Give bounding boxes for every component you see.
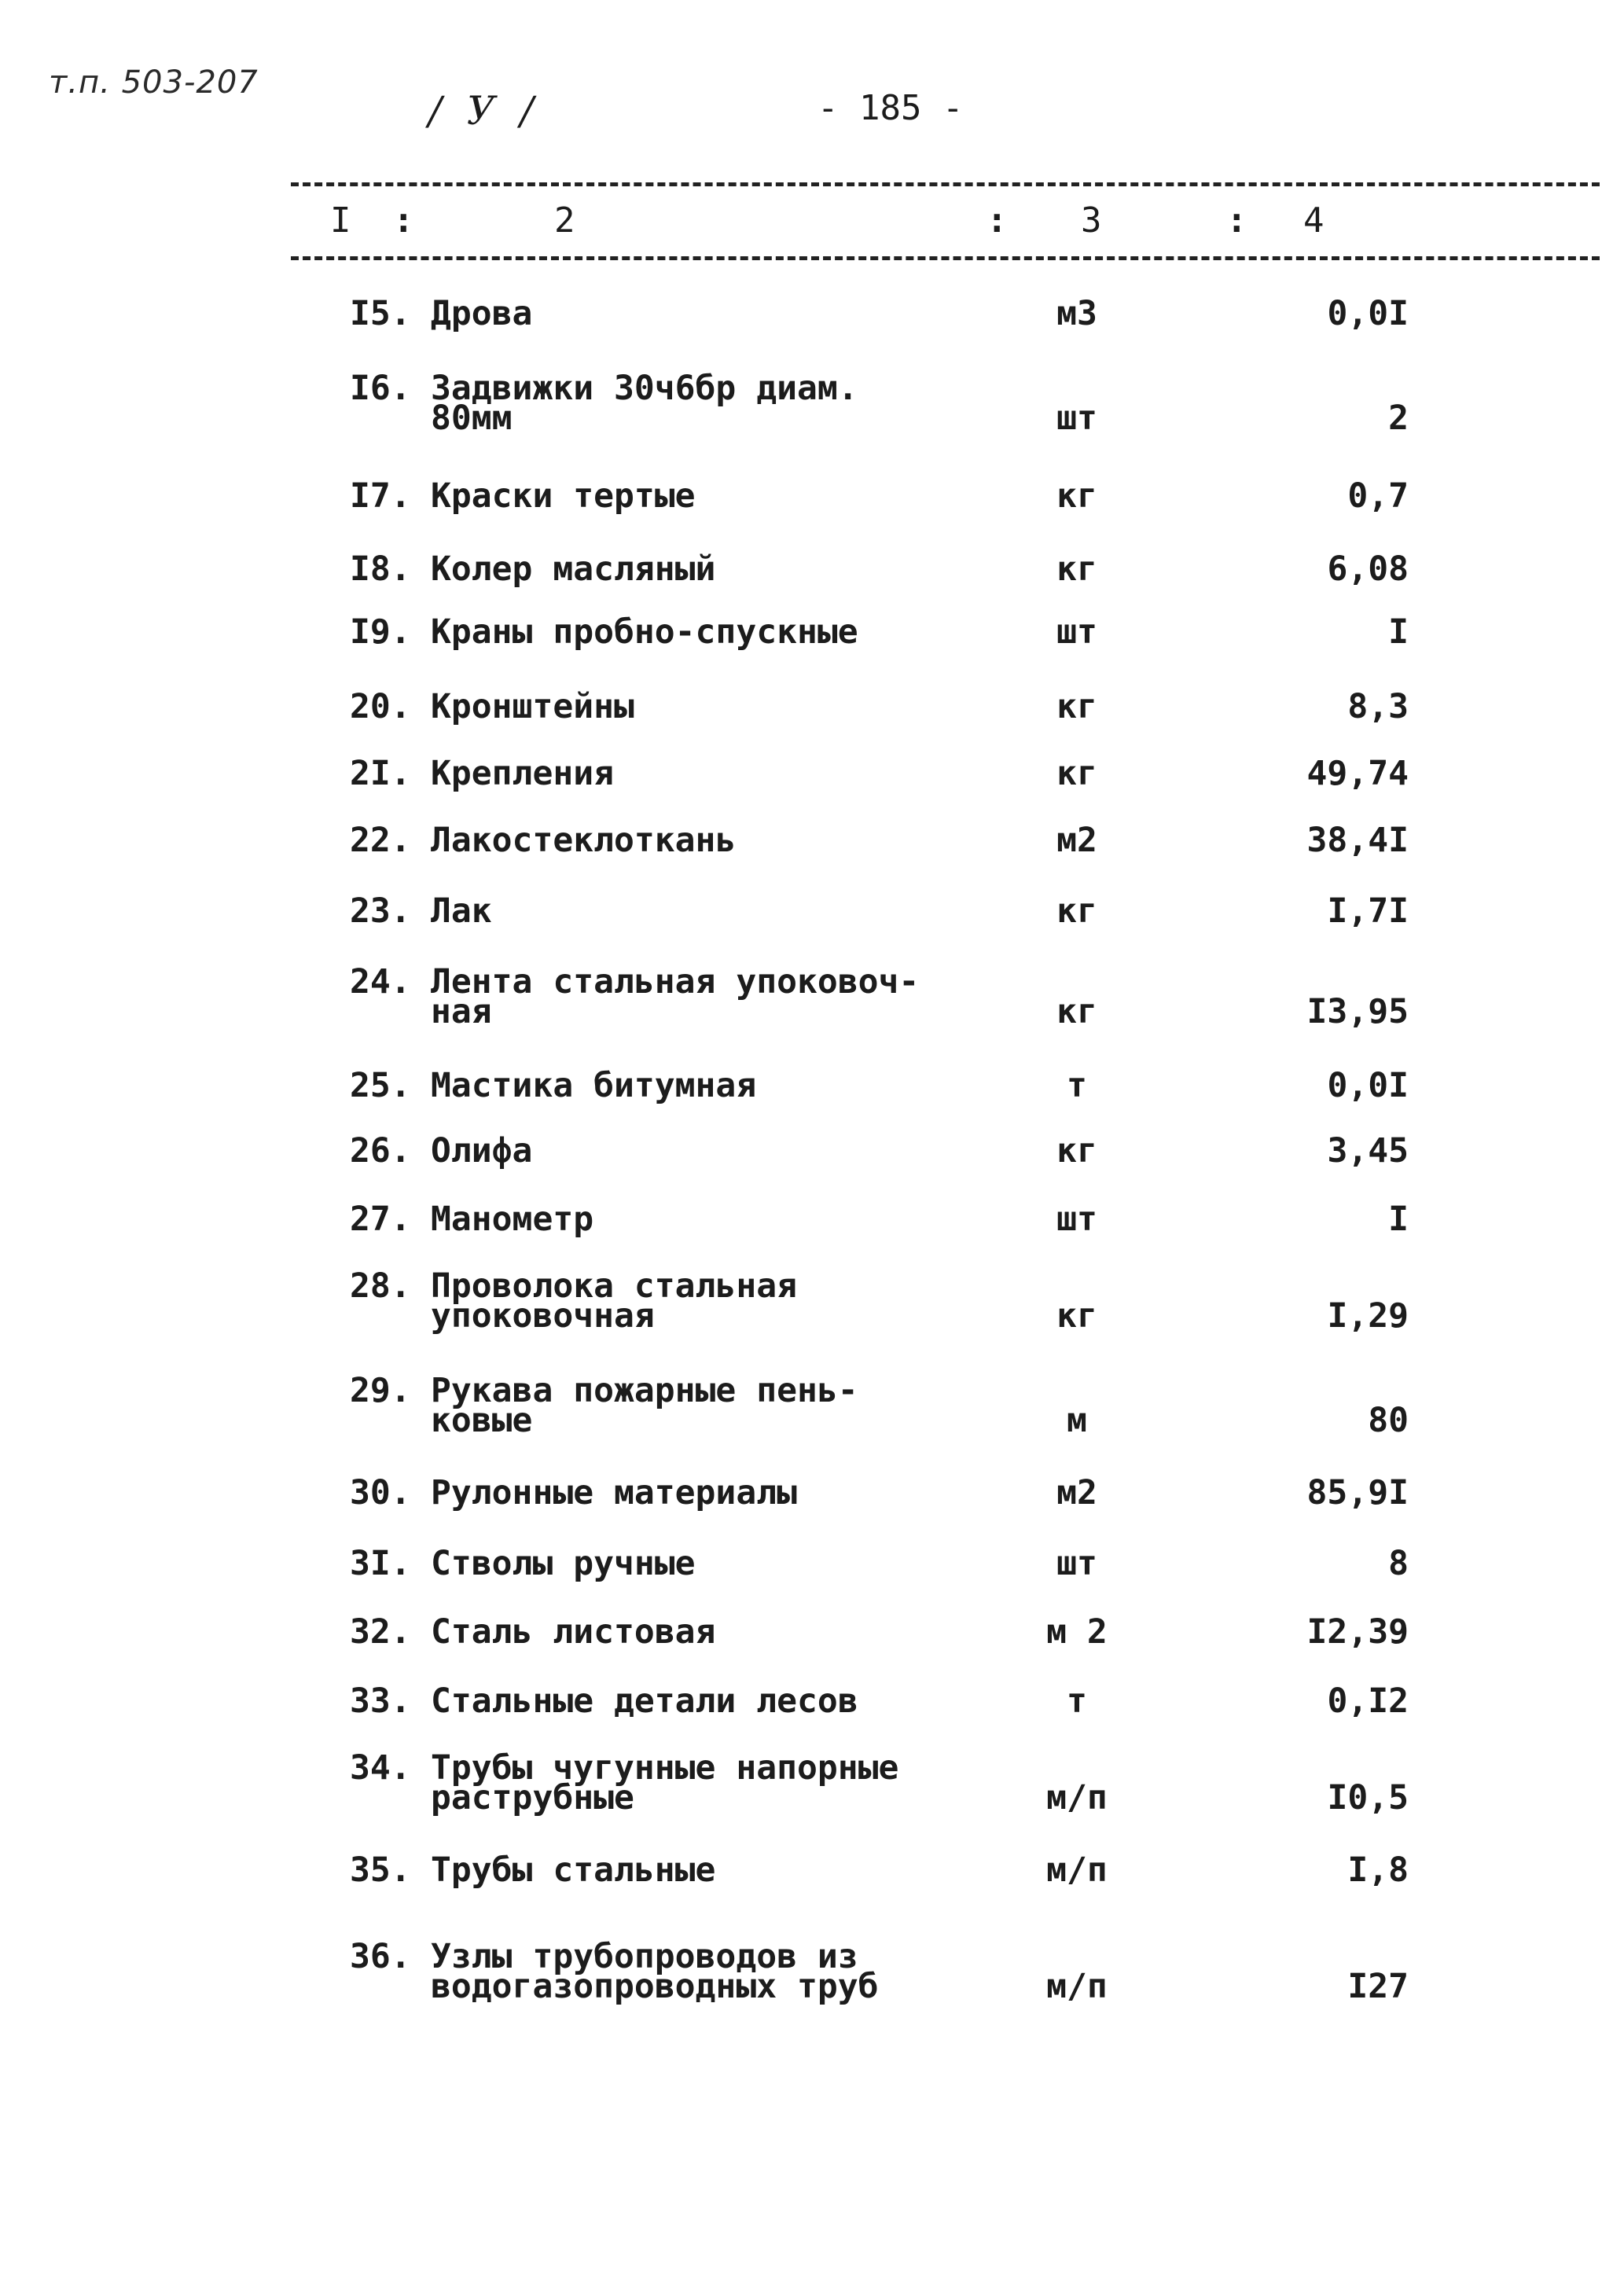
item-unit: м/п (1046, 1967, 1108, 2006)
item-quantity: I (1388, 612, 1409, 652)
item-number: 26. (350, 1131, 411, 1171)
column-separator: : (987, 200, 1008, 241)
item-quantity: I,7I (1327, 891, 1409, 931)
item-quantity: 85,9I (1306, 1473, 1409, 1512)
item-name: Дрова (431, 294, 533, 333)
item-unit: кг (1056, 754, 1097, 793)
item-quantity: I27 (1347, 1967, 1409, 2006)
column-header-3: 3 (1081, 200, 1102, 241)
item-name: Лакостеклоткань (431, 821, 737, 860)
item-number: 30. (350, 1473, 411, 1512)
item-quantity: 0,I2 (1327, 1681, 1409, 1721)
item-name: Рулонные материалы (431, 1473, 797, 1512)
item-unit: шт (1056, 1200, 1097, 1239)
item-name: Манометр (431, 1200, 594, 1239)
item-quantity: I,8 (1347, 1851, 1409, 1890)
table-header-rule (291, 256, 1600, 260)
item-name: Крепления (431, 754, 614, 793)
item-number: 36. (350, 1937, 411, 1976)
item-unit: шт (1056, 399, 1097, 438)
item-number: I6. (350, 369, 411, 408)
column-separator: : (393, 200, 414, 241)
item-name: Краски тертые (431, 476, 696, 516)
item-number: 22. (350, 821, 411, 860)
item-name: Краны пробно-спускные (431, 612, 858, 652)
item-quantity: 8,3 (1347, 687, 1409, 726)
item-unit: кг (1056, 687, 1097, 726)
item-unit: м/п (1046, 1851, 1108, 1890)
item-unit: кг (1056, 549, 1097, 589)
item-quantity: 38,4I (1306, 821, 1409, 860)
item-unit: т (1067, 1681, 1087, 1721)
item-quantity: 80 (1368, 1401, 1409, 1440)
column-header-4: 4 (1303, 200, 1325, 241)
item-name: Колер масляный (431, 549, 716, 589)
item-number: 34. (350, 1748, 411, 1788)
item-number: 3I. (350, 1544, 411, 1583)
item-quantity: I,29 (1327, 1296, 1409, 1336)
item-name: Трубы чугунные напорные раструбные (431, 1748, 899, 1817)
item-quantity: 0,0I (1327, 294, 1409, 333)
item-name: Сталь листовая (431, 1612, 716, 1652)
table-top-rule (291, 182, 1600, 186)
column-header-1: I (330, 200, 351, 241)
item-unit: шт (1056, 1544, 1097, 1583)
item-number: 33. (350, 1681, 411, 1721)
item-unit: кг (1056, 992, 1097, 1031)
item-unit: м2 (1056, 1473, 1097, 1512)
column-separator: : (1226, 200, 1247, 241)
item-name: Кронштейны (431, 687, 634, 726)
item-quantity: 2 (1388, 399, 1409, 438)
item-quantity: I2,39 (1306, 1612, 1409, 1652)
item-unit: м 2 (1046, 1612, 1108, 1652)
item-unit: м2 (1056, 821, 1097, 860)
page-number: - 185 - (818, 88, 964, 128)
item-name: Трубы стальные (431, 1851, 716, 1890)
item-name: Задвижки 30ч6бр диам. 80мм (431, 369, 858, 438)
item-number: 35. (350, 1851, 411, 1890)
item-number: I9. (350, 612, 411, 652)
item-number: I5. (350, 294, 411, 333)
item-number: 27. (350, 1200, 411, 1239)
item-quantity: 49,74 (1306, 754, 1409, 793)
item-quantity: I0,5 (1327, 1778, 1409, 1817)
item-number: 20. (350, 687, 411, 726)
column-header-2: 2 (554, 200, 575, 241)
item-unit: кг (1056, 891, 1097, 931)
item-name: Стволы ручные (431, 1544, 696, 1583)
item-quantity: 0,0I (1327, 1066, 1409, 1105)
item-name: Рукава пожарные пень- ковые (431, 1371, 858, 1440)
item-number: 32. (350, 1612, 411, 1652)
item-unit: т (1067, 1066, 1087, 1105)
item-number: 2I. (350, 754, 411, 793)
item-number: 23. (350, 891, 411, 931)
item-quantity: 3,45 (1327, 1131, 1409, 1171)
item-name: Мастика битумная (431, 1066, 757, 1105)
handwritten-doc-code: т.п. 503-207 (49, 64, 259, 101)
item-unit: м (1067, 1401, 1087, 1440)
item-number: 25. (350, 1066, 411, 1105)
item-name: Лента стальная упоковоч- ная (431, 962, 920, 1031)
item-quantity: I (1388, 1200, 1409, 1239)
item-name: Проволока стальная упоковочная (431, 1266, 797, 1336)
item-quantity: 8 (1388, 1544, 1409, 1583)
item-unit: кг (1056, 1296, 1097, 1336)
item-unit: м/п (1046, 1778, 1108, 1817)
item-quantity: 0,7 (1347, 476, 1409, 516)
section-marker: / У / (428, 88, 540, 134)
item-name: Олифа (431, 1131, 533, 1171)
item-unit: кг (1056, 1131, 1097, 1171)
item-name: Узлы трубопроводов из водогазопроводных труб (431, 1937, 879, 2006)
item-name: Лак (431, 891, 492, 931)
item-unit: м3 (1056, 294, 1097, 333)
item-name: Стальные детали лесов (431, 1681, 858, 1721)
item-unit: кг (1056, 476, 1097, 516)
item-number: 24. (350, 962, 411, 1002)
item-number: I7. (350, 476, 411, 516)
item-quantity: 6,08 (1327, 549, 1409, 589)
item-quantity: I3,95 (1306, 992, 1409, 1031)
item-number: 28. (350, 1266, 411, 1306)
item-number: I8. (350, 549, 411, 589)
item-number: 29. (350, 1371, 411, 1410)
item-unit: шт (1056, 612, 1097, 652)
